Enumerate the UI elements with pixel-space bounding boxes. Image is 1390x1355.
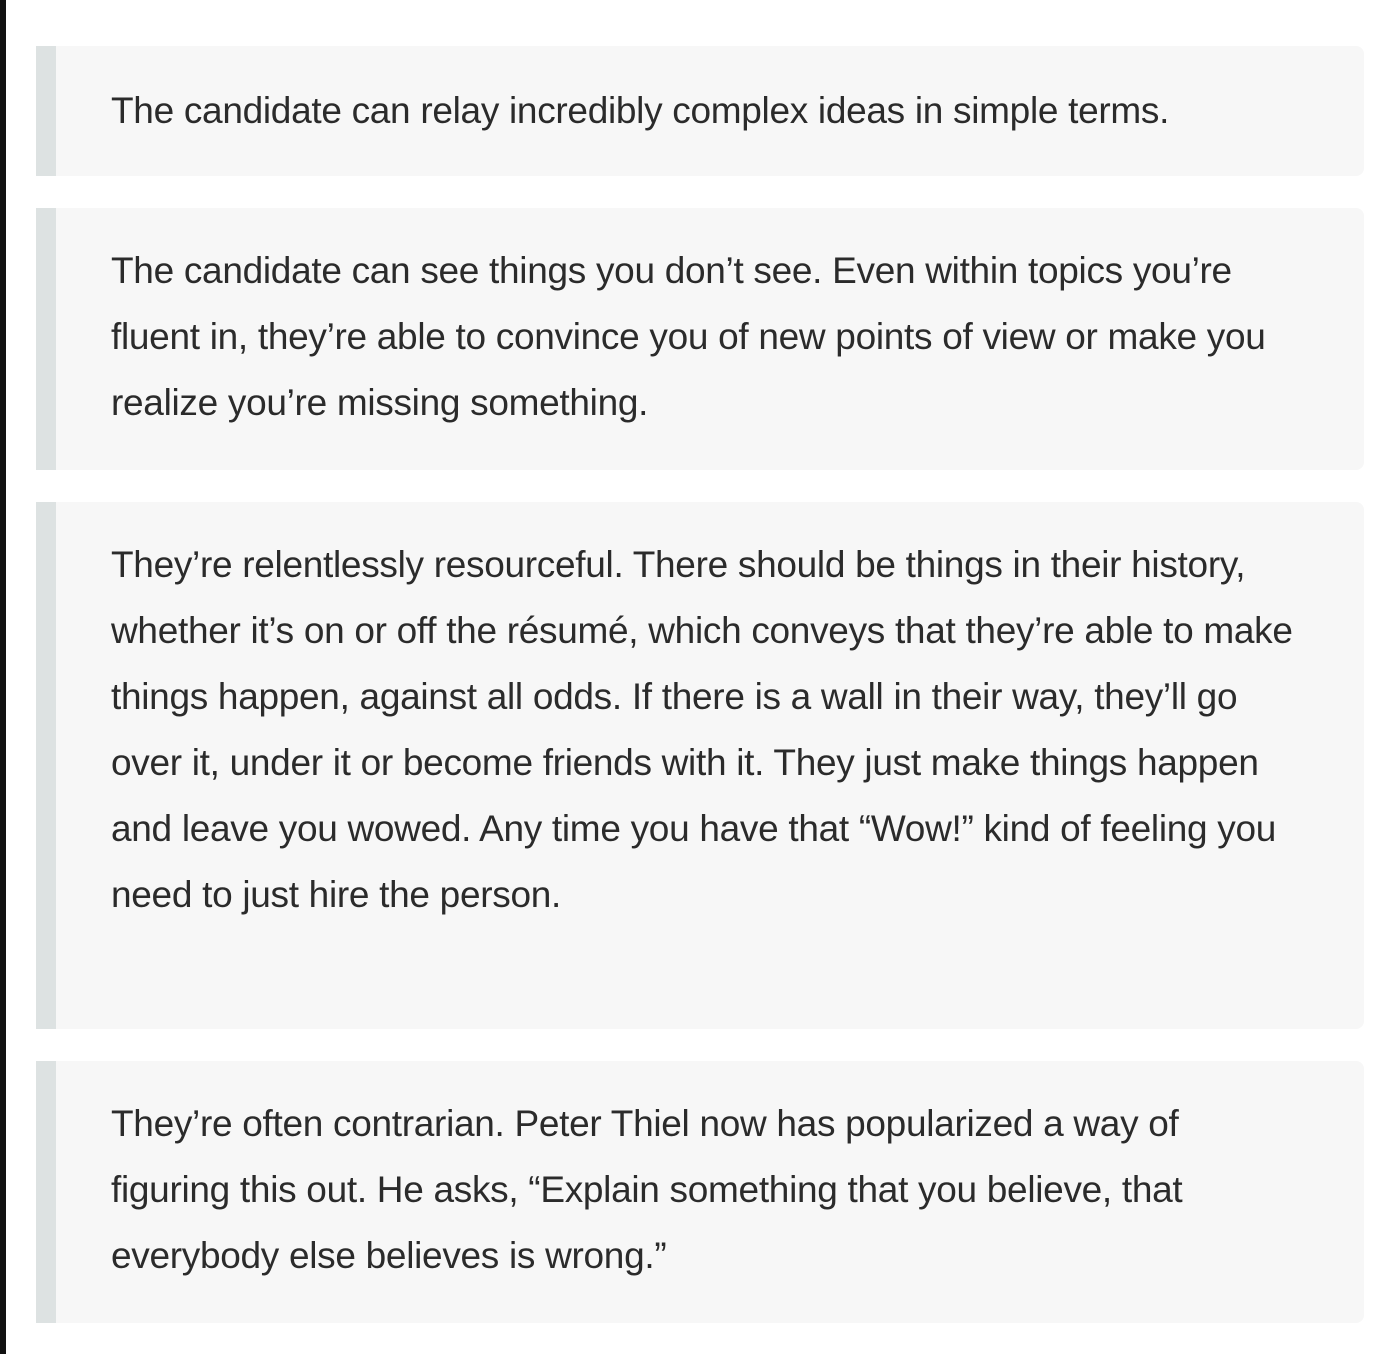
window-edge — [0, 0, 6, 1354]
quote-text: They’re often contrarian. Peter Thiel now has popularized a way of figuring this out. He asks, “Explain something that you believe, that everybody else believes is wrong.” — [111, 1103, 1183, 1276]
quote-card — [36, 1061, 1364, 1323]
quote-card — [36, 46, 1364, 176]
quote-card — [36, 208, 1364, 470]
quote-text: They’re relentlessly resourceful. There should be things in their history, whether it’s on or off the résumé, which conveys that they’re able to make things happen, against all odds. If there is a wall in their way, they’ll go over it, under it or become friends with it. They just make things happen and leave you wowed. Any time you have that “Wow!” kind of feeling you need to just hire the person. — [111, 544, 1293, 915]
quote-text: The candidate can relay incredibly complex ideas in simple terms. — [111, 90, 1170, 131]
quote-list — [36, 46, 1364, 1355]
quote-card — [36, 502, 1364, 1029]
quote-text: The candidate can see things you don’t see. Even within topics you’re fluent in, they’re able to convince you of new points of view or make you realize you’re missing something. — [111, 250, 1266, 423]
